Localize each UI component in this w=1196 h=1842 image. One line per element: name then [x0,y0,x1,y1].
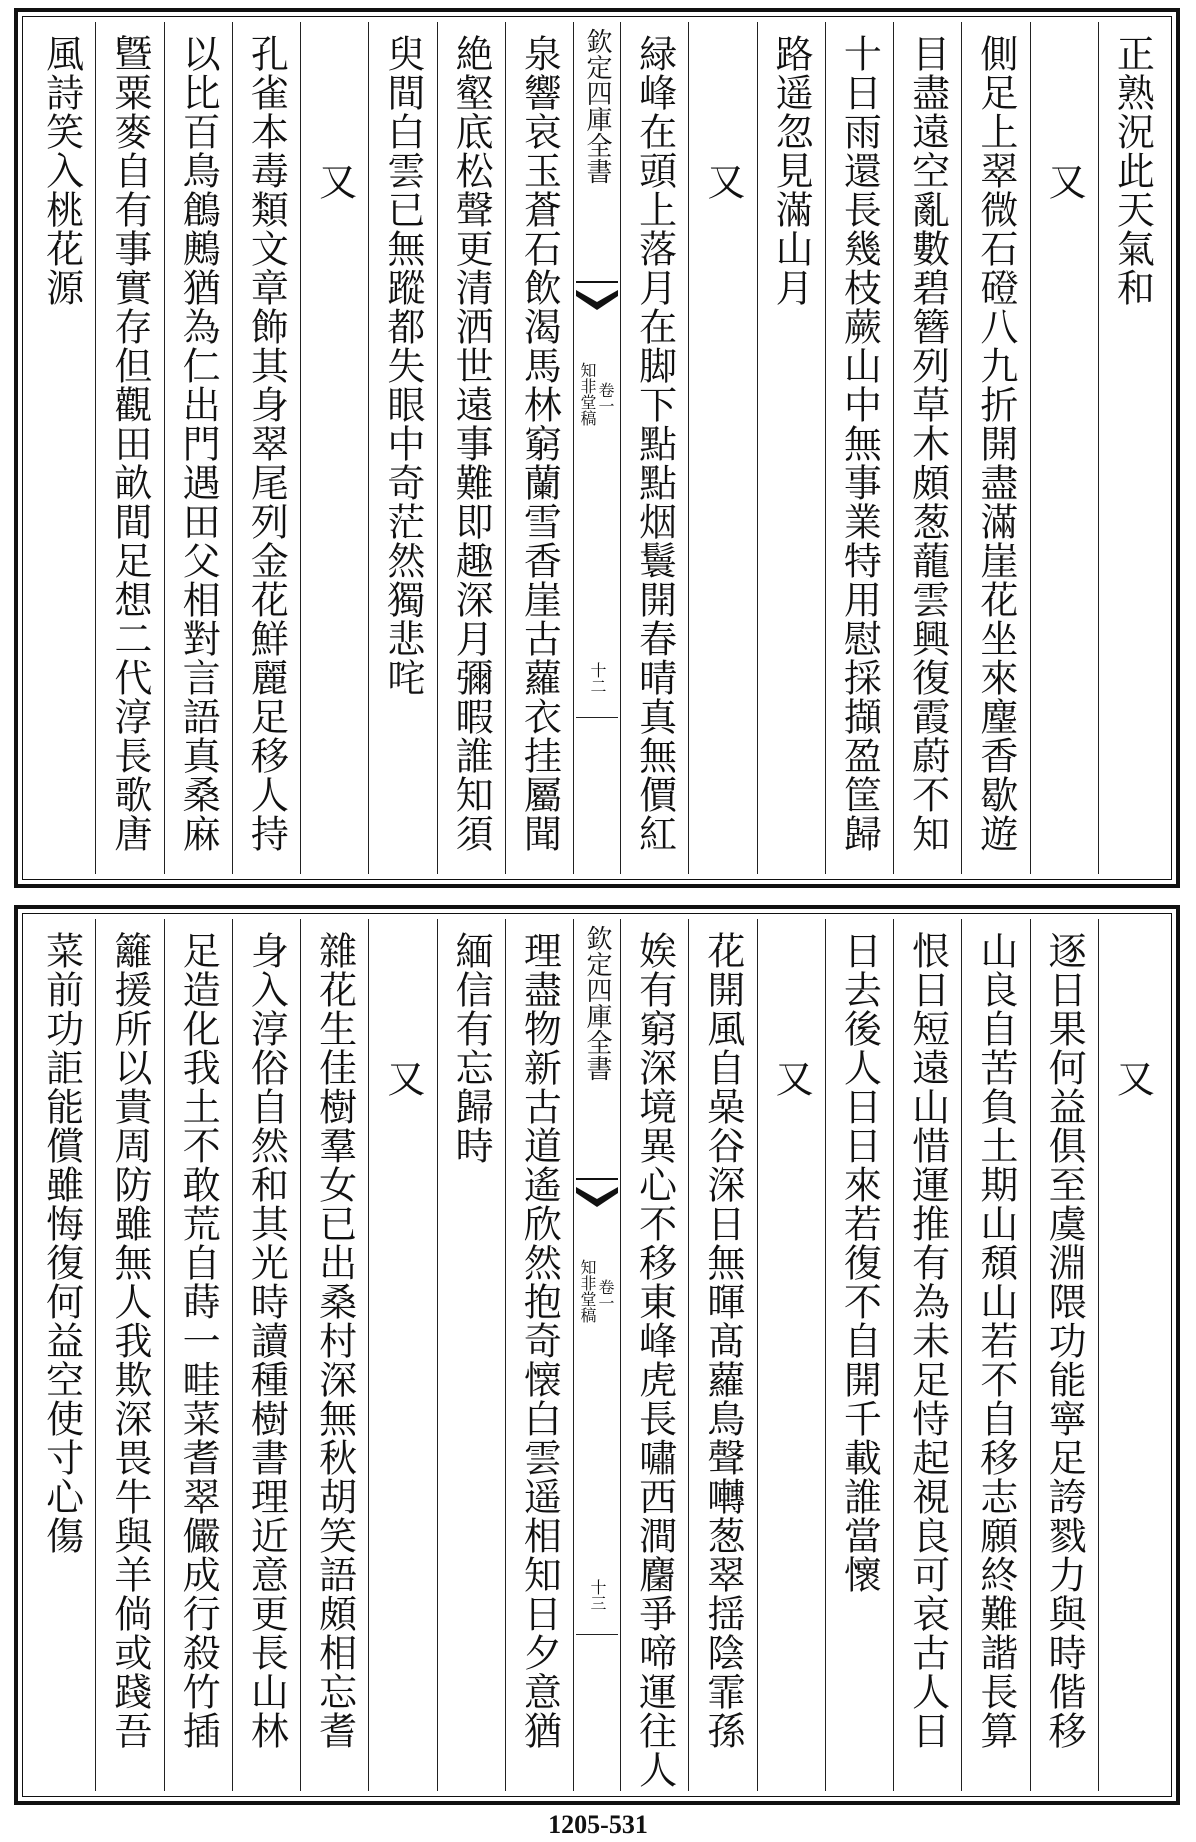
collection-title: 欽定四庫全書 [582,28,612,184]
text-column [28,919,95,1791]
book-title: 知非堂稿 [578,1259,597,1323]
page-number: 十二 [588,662,607,694]
column-text: 日去後人日日來若復不自開千載誰當懷 [837,931,882,1594]
fishtail-ornament-icon [576,1177,618,1213]
text-column [28,22,95,874]
column-text: 側足上翠微石磴八九折開盡滿崖花坐來麈香歇遊 [973,34,1018,853]
text-column [505,22,573,874]
column-text: 曁粟麥自有事實存但觀田畝間足想二代淳長歌唐 [107,34,152,853]
column-text: 緑峰在頭上落月在脚下點點烟鬟開春晴真無價紅 [632,34,677,853]
text-column [300,22,368,874]
text-column [300,919,368,1791]
text-column [688,919,756,1791]
column-text: 風詩笑入桃花源 [39,34,84,307]
poem-heading: 又 [769,1059,814,1098]
column-text: 足造化我土不敢荒自蒔一畦菜耆翠儼成行殺竹插 [176,931,221,1750]
column-text: 泉響哀玉蒼石飲渴馬林窮蘭雪香崖古蘿衣挂屬聞 [517,34,562,853]
text-column [1030,919,1098,1791]
column-text: 娭有窮深境異心不移東峰虎長嘯西澗麕爭啼運往人 [632,931,677,1789]
text-column [95,919,163,1791]
lower-rule [576,1634,618,1641]
text-column [232,22,300,874]
text-column [757,22,825,874]
column-text: 理盡物新古道遙欣然抱奇懐白雲遥相知日夕意猶 [517,931,562,1750]
center-fold-column [573,22,620,874]
volume-label: 卷一 [596,382,615,414]
poem-heading: 又 [312,162,357,201]
top-page [14,8,1180,888]
center-fold-column [573,919,620,1791]
text-column [437,22,505,874]
column-text: 身入淳俗自然和其光時讀種樹書理近意更長山林 [244,931,289,1750]
text-column [1098,919,1166,1791]
text-column [437,919,505,1791]
text-column [620,919,688,1791]
poem-heading: 又 [700,162,745,201]
column-text: 以比百鳥鶬鶊猶為仁出門遇田父相對言語真桑麻 [176,34,221,853]
text-column [164,22,232,874]
column-text: 十日雨還長幾枝蕨山中無事業特用慰採擷盈筐歸 [837,34,882,853]
lower-rule [576,717,618,724]
top-page-columns [28,22,1166,874]
column-text: 菜前功詎能償雖悔復何益空使寸心傷 [39,931,84,1555]
text-column [368,919,436,1791]
scan-page-code: 1205-531 [548,1810,648,1839]
volume-label: 卷一 [596,1279,615,1311]
text-column [757,919,825,1791]
text-column [893,919,961,1791]
column-text: 花開風自喿谷深日無暉髙蘿鳥聲囀葱翠揺陰霏孫 [700,931,745,1750]
column-text: 絶壑底松聲更清洒世遠事難即趣深月彌暇誰知須 [449,34,494,853]
collection-title: 欽定四庫全書 [582,925,612,1081]
column-text: 籬援所以貴周防雖無人我欺深畏牛與羊倘或踐吾 [107,931,152,1750]
column-text: 逐日果何益俱至虞淵隈功能寧足誇戮力與時偕移 [1042,931,1087,1750]
column-text: 臾間白雲已無蹤都失眼中奇茫然獨悲咤 [380,34,425,697]
text-column [1030,22,1098,874]
column-text: 目盡遠空亂數碧簪列草木頗葱蘢雲興復霞蔚不知 [905,34,950,853]
text-column [961,22,1029,874]
column-text: 緬信有忘歸時 [449,931,494,1165]
text-column [825,919,893,1791]
text-column [505,919,573,1791]
fishtail-ornament-icon [576,280,618,316]
bottom-page [14,905,1180,1805]
text-column [893,22,961,874]
text-column [95,22,163,874]
text-column [1098,22,1166,874]
text-column [688,22,756,874]
poem-heading: 又 [380,1059,425,1098]
bottom-page-columns [28,919,1166,1791]
text-column [368,22,436,874]
book-title: 知非堂稿 [578,362,597,426]
text-column [232,919,300,1791]
poem-heading: 又 [1110,1059,1155,1098]
column-text: 雜花生佳樹羣女已出桑村深無秋胡笑語頗相忘耆 [312,931,357,1750]
column-text: 孔雀本毒類文章飾其身翠尾列金花鮮麗足移人持 [244,34,289,853]
column-text: 山良自苦負土期山頹山若不自移志願終難諧長算 [973,931,1018,1750]
text-column [961,919,1029,1791]
text-column [825,22,893,874]
text-column [620,22,688,874]
text-column [164,919,232,1791]
column-text: 恨日短遠山惜運推有為未足恃起視良可哀古人日 [905,931,950,1750]
page-number: 十三 [588,1579,607,1611]
column-text: 正熟況此天氣和 [1110,34,1155,307]
column-text: 路遥忽見滿山月 [769,34,814,307]
poem-heading: 又 [1042,162,1087,201]
